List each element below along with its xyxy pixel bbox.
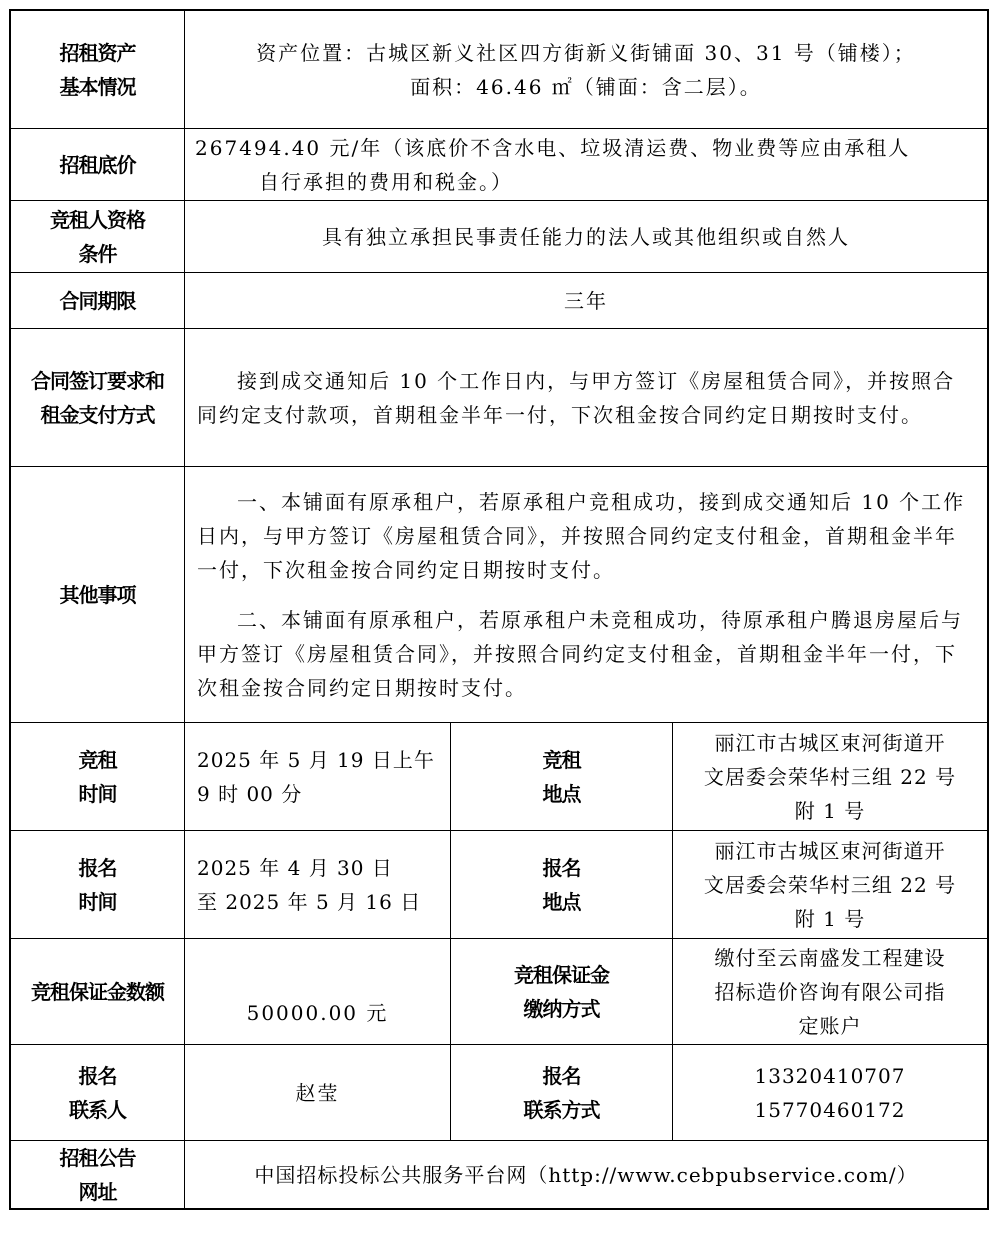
register-location-label bbox=[451, 831, 673, 939]
website-label-line2: 网址 bbox=[78, 1179, 117, 1204]
asset-value bbox=[185, 11, 987, 129]
register-location-line2: 文居委会荣华村三组 22 号 bbox=[703, 872, 957, 897]
other-para1: 一、本铺面有原承租户，若原承租户竞租成功，接到成交通知后 10 个工作日内，与甲方签订《房屋租赁合同》，并按照合同约定支付租金，首期租金半年一付，下次租金按合同约定日期按时支付。 bbox=[197, 489, 966, 582]
price-line2: 自行承担的费用和税金。） bbox=[259, 169, 513, 194]
deposit-method-label-line2: 缴纳方式 bbox=[523, 996, 600, 1021]
register-time-label-line1: 报名 bbox=[78, 855, 117, 880]
contact-phone-value bbox=[673, 1045, 987, 1141]
bid-time-line2: 9 时 00 分 bbox=[197, 781, 303, 806]
bid-location-value bbox=[673, 723, 987, 831]
register-time-line1: 2025 年 4 月 30 日 bbox=[197, 855, 393, 880]
deposit-method-label-line1: 竞租保证金 bbox=[514, 962, 609, 987]
register-location-label-line1: 报名 bbox=[542, 855, 581, 880]
register-time-label-line2: 时间 bbox=[78, 889, 117, 914]
rental-notice-table bbox=[9, 9, 989, 1210]
qualification-text: 具有独立承担民事责任能力的法人或其他组织或自然人 bbox=[322, 224, 850, 249]
register-time-label bbox=[11, 831, 185, 939]
deposit-method-line1: 缴付至云南盛发工程建设 bbox=[714, 945, 946, 970]
qualification-label-line1: 竞租人资格 bbox=[50, 207, 145, 232]
qualification-value bbox=[185, 201, 987, 273]
deposit-method-line2: 招标造价咨询有限公司指 bbox=[714, 979, 946, 1004]
contact-method-label bbox=[451, 1045, 673, 1141]
signing-text: 接到成交通知后 10 个工作日内，与甲方签订《房屋租赁合同》，并按照合同约定支付款项，首期租金半年一付，下次租金按合同约定日期按时支付。 bbox=[197, 368, 956, 427]
asset-label-line2: 基本情况 bbox=[59, 74, 136, 99]
register-location-value bbox=[673, 831, 987, 939]
asset-label-line1: 招租资产 bbox=[59, 40, 136, 65]
other-label bbox=[11, 467, 185, 723]
price-value bbox=[185, 129, 987, 201]
asset-location-text: 资产位置：古城区新义社区四方街新义街铺面 30、31 号（铺楼）； bbox=[256, 40, 916, 65]
contact-person-label-line1: 报名 bbox=[78, 1063, 117, 1088]
website-text: 中国招标投标公共服务平台网（http://www.cebpubservice.com/） bbox=[254, 1162, 918, 1187]
deposit-method-label bbox=[451, 939, 673, 1045]
contact-person-label bbox=[11, 1045, 185, 1141]
deposit-amount-label bbox=[11, 939, 185, 1045]
signing-value bbox=[185, 329, 987, 467]
bid-location-label-line2: 地点 bbox=[542, 781, 581, 806]
term-value bbox=[185, 273, 987, 329]
deposit-amount-text: 50000.00 元 bbox=[246, 1001, 389, 1025]
bid-time-value bbox=[185, 723, 451, 831]
other-value bbox=[185, 467, 987, 723]
asset-label bbox=[11, 11, 185, 129]
bid-time-label-line1: 竞租 bbox=[78, 747, 117, 772]
price-line1: 267494.40 元/年（该底价不含水电、垃圾清运费、物业费等应由承租人 bbox=[195, 135, 911, 160]
bid-location-label bbox=[451, 723, 673, 831]
register-time-line2: 至 2025 年 5 月 16 日 bbox=[197, 889, 422, 914]
contact-method-label-line2: 联系方式 bbox=[523, 1097, 600, 1122]
deposit-amount-label-text: 竞租保证金数额 bbox=[31, 979, 164, 1004]
contact-phone-1: 13320410707 bbox=[754, 1063, 906, 1088]
contact-person-text: 赵莹 bbox=[295, 1080, 340, 1105]
deposit-amount-value bbox=[185, 939, 451, 1045]
contact-person-label-line2: 联系人 bbox=[69, 1097, 126, 1122]
signing-label-line1: 合同签订要求和 bbox=[31, 368, 164, 393]
contact-phone-2: 15770460172 bbox=[754, 1097, 906, 1122]
website-value bbox=[185, 1141, 987, 1208]
website-label-line1: 招租公告 bbox=[59, 1145, 136, 1170]
deposit-method-line3: 定账户 bbox=[798, 1013, 862, 1038]
term-label-text: 合同期限 bbox=[59, 288, 136, 313]
deposit-method-value bbox=[673, 939, 987, 1045]
register-location-label-line2: 地点 bbox=[542, 889, 581, 914]
bid-time-label bbox=[11, 723, 185, 831]
term-label bbox=[11, 273, 185, 329]
other-para2: 二、本铺面有原承租户，若原承租户未竞租成功，待原承租户腾退房屋后与甲方签订《房屋租赁合同》，并按照合同约定支付租金，首期租金半年一付，下次租金按合同约定日期按时支付。 bbox=[197, 607, 963, 700]
qualification-label-line2: 条件 bbox=[78, 241, 117, 266]
register-location-line1: 丽江市古城区束河街道开 bbox=[714, 838, 946, 863]
qualification-label bbox=[11, 201, 185, 273]
term-text: 三年 bbox=[564, 288, 608, 313]
register-location-line3: 附 1 号 bbox=[794, 906, 866, 931]
other-label-text: 其他事项 bbox=[59, 582, 136, 607]
contact-person-value bbox=[185, 1045, 451, 1141]
signing-label bbox=[11, 329, 185, 467]
signing-label-line2: 租金支付方式 bbox=[40, 402, 155, 427]
asset-area-text: 面积：46.46 ㎡（铺面：含二层）。 bbox=[410, 74, 762, 99]
bid-location-line3: 附 1 号 bbox=[794, 798, 866, 823]
register-time-value bbox=[185, 831, 451, 939]
bid-location-line2: 文居委会荣华村三组 22 号 bbox=[703, 764, 957, 789]
website-label bbox=[11, 1141, 185, 1208]
bid-location-line1: 丽江市古城区束河街道开 bbox=[714, 730, 946, 755]
bid-time-line1: 2025 年 5 月 19 日上午 bbox=[197, 747, 435, 772]
contact-method-label-line1: 报名 bbox=[542, 1063, 581, 1088]
price-label-text: 招租底价 bbox=[59, 152, 136, 177]
bid-location-label-line1: 竞租 bbox=[542, 747, 581, 772]
bid-time-label-line2: 时间 bbox=[78, 781, 117, 806]
price-label bbox=[11, 129, 185, 201]
